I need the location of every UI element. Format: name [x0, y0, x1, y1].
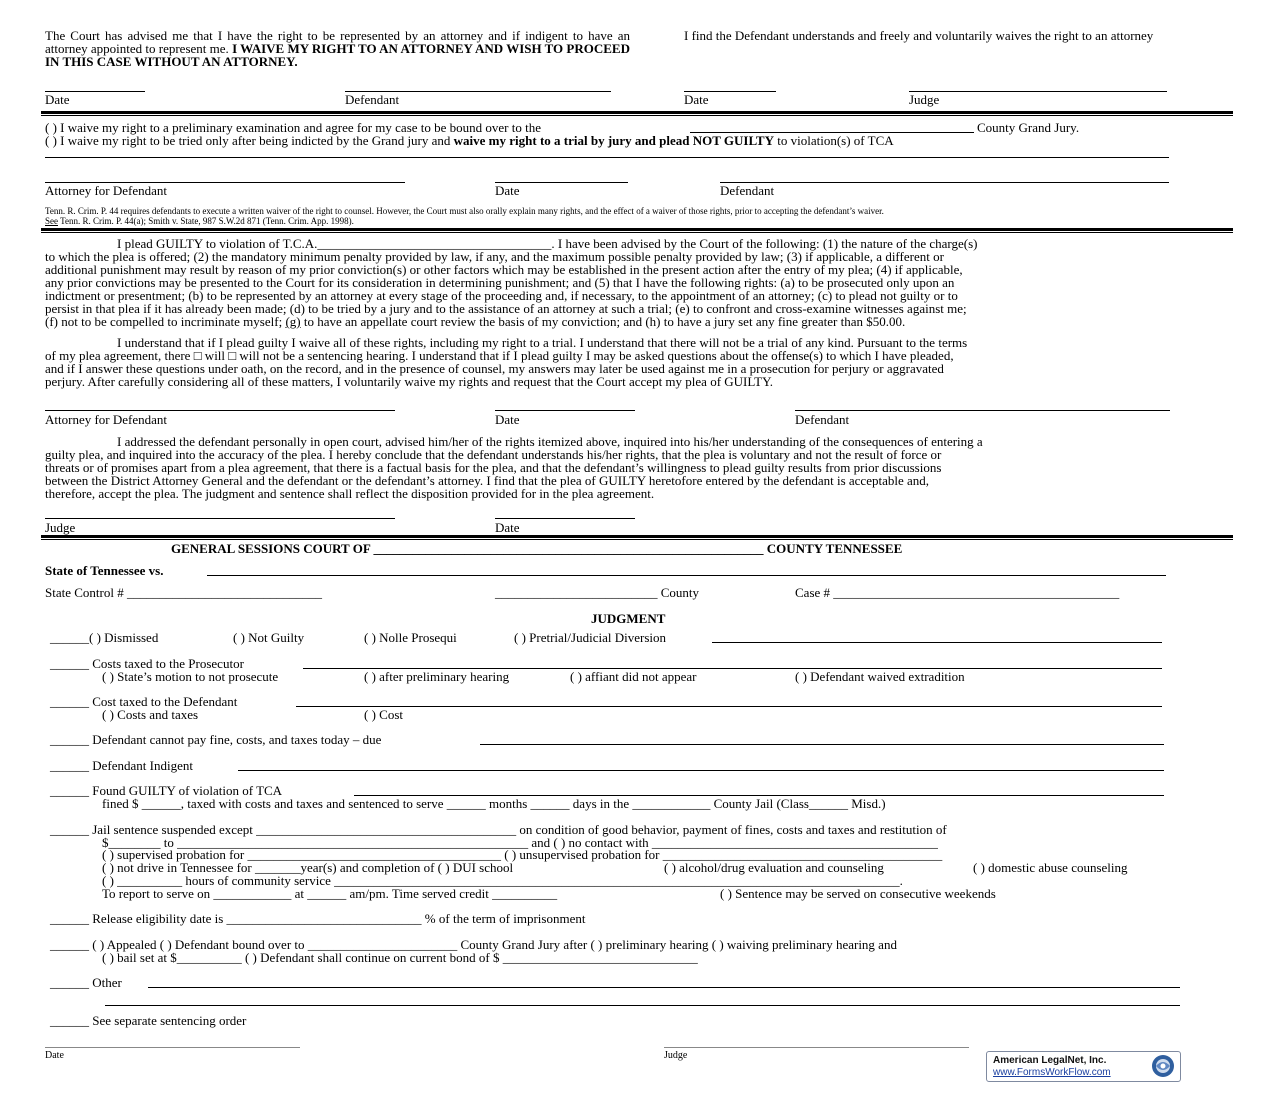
judge-finding-line: guilty plea, and inquired into the accuracy of the plea. I hereby conclude that the defendant understands his/her rights, that the plea is voluntary and not the result of force or	[45, 447, 942, 462]
plea-understanding-line: I understand that if I plead guilty I waive all of these rights, including my right to a trial. I understand that there will not be a trial of any kind. Pursuant to the terms	[117, 335, 968, 350]
county-field[interactable]: _________________________ County	[495, 585, 700, 600]
indigent-option[interactable]: ______ Defendant Indigent	[50, 758, 193, 773]
judge-label: Judge	[909, 92, 940, 107]
found-guilty-option[interactable]: ______ Found GUILTY of violation of TCA	[50, 783, 283, 798]
blank-line[interactable]	[712, 642, 1162, 643]
company-name: American LegalNet, Inc.	[993, 1055, 1107, 1066]
bail-line[interactable]: ( ) bail set at $__________ ( ) Defendant shall continue on current bond of $ ______________________________	[102, 950, 698, 965]
judge-label: Judge	[664, 1050, 688, 1061]
report-line[interactable]: To report to serve on ____________ at ______ am/pm. Time served credit __________	[102, 886, 558, 901]
globe-icon	[1150, 1053, 1176, 1079]
extradition-option[interactable]: ( ) Defendant waived extradition	[795, 669, 965, 684]
tca-blank-line[interactable]	[45, 157, 1169, 158]
attorney-label: Attorney for Defendant	[45, 183, 168, 198]
judge-finding-statement: I find the Defendant understands and freely and voluntarily waives the right to an attorney	[684, 28, 1154, 43]
company-logo	[986, 1051, 1181, 1082]
rule-note: Tenn. R. Crim. P. 44 requires defendants to execute a written waiver of the right to counsel. However, the Court must also orally explain many rights, and the effect of a waiver of those rights, prior to accepting the defendant’s waiver.	[45, 206, 884, 216]
cost-option[interactable]: ( ) Cost	[364, 707, 403, 722]
judge-signature-line[interactable]	[909, 91, 1167, 92]
separate-order-option[interactable]: ______ See separate sentencing order	[50, 1013, 247, 1028]
weekends-option[interactable]: ( ) Sentence may be served on consecutive weekends	[720, 886, 996, 901]
state-vs-label: State of Tennessee vs.	[45, 563, 164, 578]
defendant-signature-line[interactable]	[720, 182, 1169, 183]
judgment-title: JUDGMENT	[591, 611, 666, 626]
judge-label: Judge	[45, 520, 76, 535]
fine-sentence-line[interactable]: fined $ ______, taxed with costs and taxes and sentenced to serve ______ months ______ days in the ____________ County Jail (Class______ Misd.)	[102, 796, 886, 811]
judge-signature-line[interactable]	[664, 1047, 969, 1048]
date-signature-line[interactable]	[495, 518, 635, 519]
jury-waiver-option: ( ) I waive my right to be tried only after being indicted by the Grand jury and waive my right to a trial by jury and plead NOT GUILTY to violation(s) of TCA	[45, 133, 894, 148]
dismissed-option[interactable]: ______( ) Dismissed	[50, 630, 159, 645]
date-label: Date	[45, 92, 70, 107]
costs-taxes-option[interactable]: ( ) Costs and taxes	[102, 707, 199, 722]
date-label: Date	[45, 1050, 64, 1061]
attorney-signature-line[interactable]	[45, 410, 395, 411]
section-divider	[41, 535, 1233, 540]
date-label: Date	[684, 92, 709, 107]
plea-understanding-line: and if I answer these questions under oath, on the record, and in the presence of counsel, my answers may later be used against me in a prosecution for perjury or aggravated	[45, 361, 944, 376]
blank-line[interactable]	[148, 987, 1180, 988]
company-website-link[interactable]: www.FormsWorkFlow.com	[993, 1067, 1111, 1078]
appealed-line[interactable]: ______ ( ) Appealed ( ) Defendant bound over to _______________________ County Grand Jury after ( ) preliminary hearing ( ) waiving preliminary hearing and	[50, 937, 897, 952]
state-control-field[interactable]: State Control # ______________________________	[45, 585, 322, 600]
date-label: Date	[495, 520, 520, 535]
prelim-waiver-county-text: County Grand Jury.	[977, 120, 1080, 135]
defendant-label: Defendant	[795, 412, 850, 427]
prelim-waiver-option: ( ) I waive my right to a preliminary examination and agree for my case to be bound over to the	[45, 120, 541, 135]
judge-finding-line: therefore, accept the plea. The judgment and sentence shall reflect the disposition provided for in the plea agreement.	[45, 486, 655, 501]
plea-paragraph-line: indictment or presentment; (b) to be represented by an attorney at every stage of the proceeding and, if necessary, to the appointment of an attorney; (c) to plead not guilty or to	[45, 288, 958, 303]
blank-line[interactable]	[105, 1005, 1180, 1006]
affiant-option[interactable]: ( ) affiant did not appear	[570, 669, 697, 684]
state-motion-option[interactable]: ( ) State’s motion to not prosecute	[102, 669, 279, 684]
rule-citation: See Tenn. R. Crim. P. 44(a); Smith v. State, 987 S.W.2d 871 (Tenn. Crim. App. 1998).	[45, 216, 354, 226]
blank-line[interactable]	[238, 770, 1164, 771]
jail-suspended-option[interactable]: ______ Jail sentence suspended except ________________________________________ on condition of good behavior, payment of fines, costs and taxes and restitution of	[50, 822, 947, 837]
judge-finding-line: between the District Attorney General and the defendant or the defendant’s attorney. I find that the plea of GUILTY heretofore entered by the defendant is acceptable and,	[45, 473, 930, 488]
defendant-signature-line[interactable]	[795, 410, 1170, 411]
after-prelim-option[interactable]: ( ) after preliminary hearing	[364, 669, 510, 684]
plea-understanding-line: perjury. After carefully considering all of these matters, I voluntarily waive my rights and request that the Court accept my plea of GUILTY.	[45, 374, 774, 389]
judge-finding-line: I addressed the defendant personally in open court, advised him/her of the rights itemized above, inquired into his/her understanding of the consequences of entering a	[117, 434, 983, 449]
section-divider	[41, 111, 1233, 116]
attorney-label: Attorney for Defendant	[45, 412, 168, 427]
case-number-field[interactable]: Case # ____________________________________________	[795, 585, 1120, 600]
defendant-name-field[interactable]	[207, 575, 1166, 576]
blank-line[interactable]	[296, 706, 1162, 707]
community-service-line[interactable]: ( ) __________ hours of community service _______________________________________________________________________________________.	[102, 873, 903, 888]
probation-line[interactable]: ( ) supervised probation for _______________________________________ ( ) unsupervised probation for ___________________________________________	[102, 847, 943, 862]
court-header: GENERAL SESSIONS COURT OF ____________________________________________________________ COUNTY TENNESSEE	[171, 541, 903, 556]
domestic-option[interactable]: ( ) domestic abuse counseling	[973, 860, 1128, 875]
defendant-label: Defendant	[345, 92, 400, 107]
date-label: Date	[495, 412, 520, 427]
plea-paragraph-line: to which the plea is offered; (2) the mandatory minimum penalty provided by law, if any, and the maximum possible penalty provided by law; (3) if applicable, a different or	[45, 249, 944, 264]
plea-understanding-line: of my plea agreement, there □ will □ will not be a sentencing hearing. I understand that if I plead guilty I may be asked questions about the offense(s) to which I have pleaded,	[45, 348, 954, 363]
plea-paragraph-line: any prior convictions may be presented to the Court for its consideration in determining punishment; and (5) that I have the following rights: (a) to be prosecuted only upon an	[45, 275, 955, 290]
cost-defendant-option[interactable]: ______ Cost taxed to the Defendant	[50, 694, 238, 709]
plea-paragraph-line: (f) not to be compelled to incriminate myself; (g) to have an appellate court review the basis of my conviction; and (h) to have a jury set any fine greater than $50.00.	[45, 314, 906, 329]
release-eligibility-option[interactable]: ______ Release eligibility date is ______________________________ % of the term of imprisonment	[50, 911, 586, 926]
judge-signature-line[interactable]	[45, 518, 395, 519]
judge-finding-line: threats or of promises apart from a plea agreement, that there is a factual basis for the plea, and that the defendant’s willingness to plead guilty results from prior discussions	[45, 460, 942, 475]
not-drive-option[interactable]: ( ) not drive in Tennessee for _______year(s) and completion of ( ) DUI school	[102, 860, 514, 875]
plea-paragraph-line: persist in that plea if it has already been made; (d) to be tried by a jury and to the assistance of an attorney at such a trial; (e) to confront and cross-examine witnesses against me;	[45, 301, 967, 316]
restitution-line[interactable]: $________ to ______________________________________________________ and ( ) no contact with ____________________________________________	[102, 835, 938, 850]
date-label: Date	[495, 183, 520, 198]
section-divider	[41, 228, 1233, 233]
defendant-waiver-statement: The Court has advised me that I have the right to be represented by an attorney and if indigent to have an attorney appointed to represent me. I WAIVE MY RIGHT TO AN ATTORNEY AND WISH TO PROCEED IN THIS CASE WITHOUT AN ATTORNEY.	[45, 28, 630, 69]
pretrial-diversion-option[interactable]: ( ) Pretrial/Judicial Diversion	[514, 630, 666, 645]
plea-paragraph-line: I plead GUILTY to violation of T.C.A.____________________________________. I have been advised by the Court of the following: (1) the nature of the charge(s)	[117, 236, 978, 251]
blank-line[interactable]	[480, 744, 1164, 745]
not-guilty-option[interactable]: ( ) Not Guilty	[233, 630, 305, 645]
date-signature-line[interactable]	[45, 1047, 300, 1048]
date-signature-line[interactable]	[495, 410, 635, 411]
cannot-pay-option[interactable]: ______ Defendant cannot pay fine, costs, and taxes today – due	[50, 732, 382, 747]
other-option[interactable]: ______ Other	[50, 975, 122, 990]
plea-paragraph-line: additional punishment may result by reason of my prior conviction(s) or other factors which may be established in the present action after the entry of my plea; (4) if applicable,	[45, 262, 963, 277]
costs-prosecutor-option[interactable]: ______ Costs taxed to the Prosecutor	[50, 656, 244, 671]
alcohol-option[interactable]: ( ) alcohol/drug evaluation and counseling	[664, 860, 884, 875]
nolle-prosequi-option[interactable]: ( ) Nolle Prosequi	[364, 630, 457, 645]
defendant-label: Defendant	[720, 183, 775, 198]
